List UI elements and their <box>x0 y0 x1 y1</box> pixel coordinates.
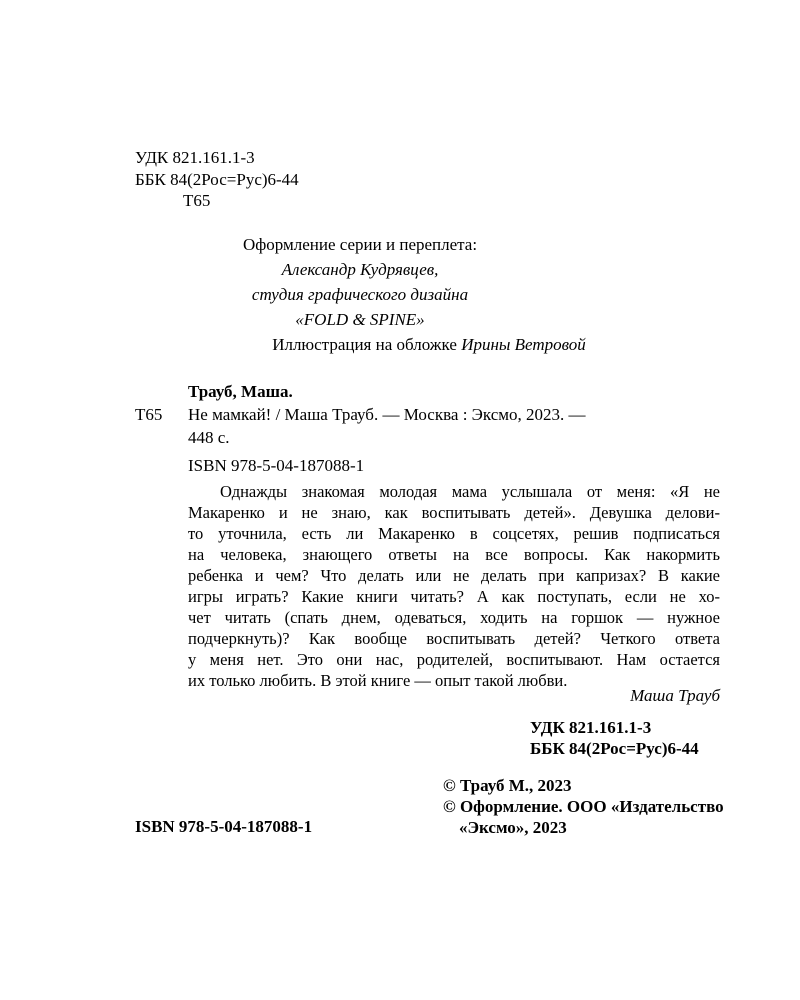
illustration-credit <box>0 332 800 357</box>
annotation-line: их только любить. В этой книге — опыт такой любви. <box>188 671 568 690</box>
annotation-line: у меня нет. Это они нас, родителей, воспитывают. Нам остается <box>188 650 720 669</box>
illustration-label: Иллюстрация на обложке <box>272 335 457 354</box>
annotation-line: подчеркнуть)? Как вообще воспитывать детей? Четкого ответа <box>188 629 720 648</box>
record-title-line: Не мамкай! / Маша Трауб. — Москва : Эксмо, 2023. — <box>188 405 586 424</box>
udk-code-bottom: УДК 821.161.1-3 <box>530 718 652 737</box>
annotation <box>188 481 720 691</box>
author-sign: Т65 <box>183 191 211 210</box>
annotation-line: чет читать (спать днем, одеваться, ходить на горшок — нужное <box>188 608 720 627</box>
record-author-sign: Т65 <box>135 405 163 424</box>
copyright-publisher: «Эксмо», 2023 <box>459 818 567 837</box>
record-isbn: ISBN 978-5-04-187088-1 <box>188 456 365 475</box>
bbk-code: ББК 84(2Рос=Рус)6-44 <box>135 169 299 189</box>
annotation-line: Однажды знакомая молодая мама услышала от меня: «Я не <box>220 482 720 501</box>
bbk-code-bottom: ББК 84(2Рос=Рус)6-44 <box>530 739 699 758</box>
annotation-line: Макаренко и не знаю, как воспитывать детей». Девушка делови- <box>188 503 720 522</box>
annotation-line: игры играть? Какие книги читать? А как поступать, если не хо- <box>188 587 720 606</box>
copyright-author: © Трауб М., 2023 <box>443 776 572 795</box>
copyright-block <box>443 775 724 838</box>
record-pages: 448 с. <box>188 428 230 447</box>
udk-code: УДК 821.161.1-3 <box>135 148 255 167</box>
design-studio: студия графического дизайна <box>251 285 469 304</box>
catalog-codes-bottom <box>530 717 699 759</box>
illustrator-name: Ирины Ветровой <box>461 335 586 354</box>
designer-name: Александр Кудрявцев, <box>281 260 439 279</box>
annotation-line: ребенка и чем? Что делать или не делать при капризах? В какие <box>188 566 720 585</box>
annotation-line: то уточнила, есть ли Макаренко в соцсетях, решив подписаться <box>188 524 720 543</box>
isbn-bottom: ISBN 978-5-04-187088-1 <box>135 817 313 836</box>
copyright-design: © Оформление. ООО «Издательство <box>443 797 724 816</box>
annotation-signature: Маша Трауб <box>630 686 720 705</box>
record-author: Трауб, Маша. <box>188 382 293 401</box>
design-studio-name: «FOLD & SPINE» <box>295 310 425 329</box>
design-credits <box>0 232 720 332</box>
design-heading: Оформление серии и переплета: <box>242 235 478 254</box>
catalog-codes-top <box>135 147 299 212</box>
annotation-line: на человека, знающего ответы на все вопросы. Как накормить <box>188 545 720 564</box>
